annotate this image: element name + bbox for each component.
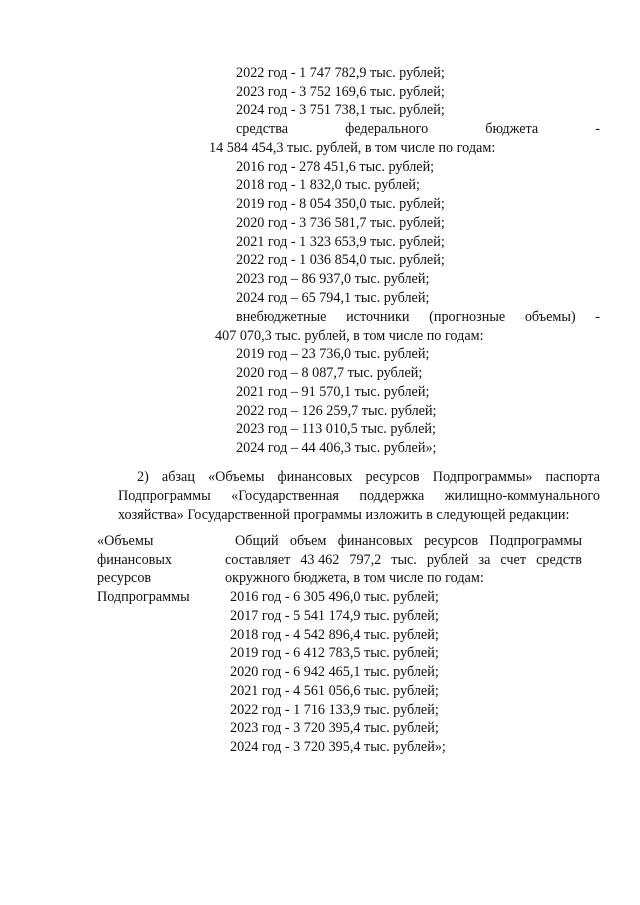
table-intro-line: окружного бюджета, в том числе по годам: bbox=[225, 570, 484, 586]
word: (прогнозные bbox=[429, 309, 506, 325]
table-label: «Объемы bbox=[97, 533, 154, 549]
year-line: 2021 год – 91 570,1 тыс. рублей; bbox=[236, 384, 430, 400]
word: федерального bbox=[345, 121, 429, 137]
year-line: 2018 год - 4 542 896,4 тыс. рублей; bbox=[230, 627, 439, 643]
word: внебюджетные bbox=[236, 309, 327, 325]
year-line: 2021 год - 1 323 653,9 тыс. рублей; bbox=[236, 234, 445, 250]
year-line: 2022 год – 126 259,7 тыс. рублей; bbox=[236, 403, 437, 419]
year-line: 2022 год - 1 036 854,0 тыс. рублей; bbox=[236, 252, 445, 268]
year-line: 2023 год – 86 937,0 тыс. рублей; bbox=[236, 271, 430, 287]
year-line: 2021 год - 4 561 056,6 тыс. рублей; bbox=[230, 683, 439, 699]
word: счет bbox=[500, 552, 527, 568]
word: рублей bbox=[426, 552, 469, 568]
year-line: 2023 год - 3 752 169,6 тыс. рублей; bbox=[236, 84, 445, 100]
word: за bbox=[478, 552, 491, 568]
paragraph-line bbox=[137, 468, 600, 487]
word: источники bbox=[346, 309, 410, 325]
table-intro-line bbox=[225, 551, 582, 570]
year-line: 2020 год - 6 942 465,1 тыс. рублей; bbox=[230, 664, 439, 680]
year-line: 2019 год - 6 412 783,5 тыс. рублей; bbox=[230, 645, 439, 661]
word: 797,2 bbox=[349, 552, 382, 568]
word: тыс. bbox=[391, 552, 417, 568]
table-label: финансовых bbox=[97, 552, 172, 568]
federal-budget-total: 14 584 454,3 тыс. рублей, в том числе по годам: bbox=[209, 140, 496, 156]
federal-budget-line bbox=[236, 120, 600, 139]
word: 2) bbox=[137, 469, 149, 485]
year-line: 2020 год – 8 087,7 тыс. рублей; bbox=[236, 365, 423, 381]
word: объемы) bbox=[524, 309, 576, 325]
word: составляет bbox=[225, 552, 291, 568]
year-line: 2024 год – 65 794,1 тыс. рублей; bbox=[236, 290, 430, 306]
word: Подпрограммы bbox=[118, 488, 211, 504]
word: финансовых bbox=[277, 469, 353, 485]
year-line: 2016 год - 278 451,6 тыс. рублей; bbox=[236, 159, 435, 175]
paragraph-line bbox=[118, 487, 600, 506]
word: жилищно-коммунального bbox=[444, 488, 600, 504]
year-line: 2022 год - 1 747 782,9 тыс. рублей; bbox=[236, 65, 445, 81]
year-line: 2024 год - 3 751 738,1 тыс. рублей; bbox=[236, 102, 445, 118]
year-line: 2024 год - 3 720 395,4 тыс. рублей»; bbox=[230, 739, 446, 755]
word: поддержка bbox=[359, 488, 425, 504]
word: Общий bbox=[235, 533, 279, 549]
year-line: 2019 год – 23 736,0 тыс. рублей; bbox=[236, 346, 430, 362]
word: средства bbox=[236, 121, 289, 137]
year-line: 2016 год - 6 305 496,0 тыс. рублей; bbox=[230, 589, 439, 605]
word: «Государственная bbox=[231, 488, 339, 504]
word: Подпрограммы» bbox=[432, 469, 533, 485]
word: паспорта bbox=[545, 469, 600, 485]
paragraph-line: хозяйства» Государственной программы изложить в следующей редакции: bbox=[118, 507, 570, 523]
table-label: Подпрограммы bbox=[97, 589, 190, 605]
word: бюджета bbox=[485, 121, 539, 137]
word: средств bbox=[536, 552, 582, 568]
year-line: 2017 год - 5 541 174,9 тыс. рублей; bbox=[230, 608, 439, 624]
word: - bbox=[595, 309, 600, 325]
word: Подпрограммы bbox=[489, 533, 582, 549]
extrabudget-total: 407 070,3 тыс. рублей, в том числе по годам: bbox=[215, 328, 484, 344]
table-intro-line bbox=[235, 532, 582, 551]
word: финансовых bbox=[337, 533, 413, 549]
year-line: 2020 год - 3 736 581,7 тыс. рублей; bbox=[236, 215, 445, 231]
year-line: 2022 год - 1 716 133,9 тыс. рублей; bbox=[230, 702, 439, 718]
word: ресурсов bbox=[365, 469, 420, 485]
word: 43 462 bbox=[300, 552, 340, 568]
year-line: 2019 год - 8 054 350,0 тыс. рублей; bbox=[236, 196, 445, 212]
word: - bbox=[595, 121, 600, 137]
year-line: 2018 год - 1 832,0 тыс. рублей; bbox=[236, 177, 420, 193]
year-line: 2023 год – 113 010,5 тыс. рублей; bbox=[236, 421, 436, 437]
word: абзац bbox=[161, 469, 195, 485]
table-label: ресурсов bbox=[97, 570, 152, 586]
extrabudget-line bbox=[236, 308, 600, 327]
word: ресурсов bbox=[423, 533, 479, 549]
year-line: 2024 год – 44 406,3 тыс. рублей»; bbox=[236, 440, 437, 456]
word: «Объемы bbox=[208, 469, 265, 485]
word: объем bbox=[289, 533, 327, 549]
year-line: 2023 год - 3 720 395,4 тыс. рублей; bbox=[230, 720, 439, 736]
